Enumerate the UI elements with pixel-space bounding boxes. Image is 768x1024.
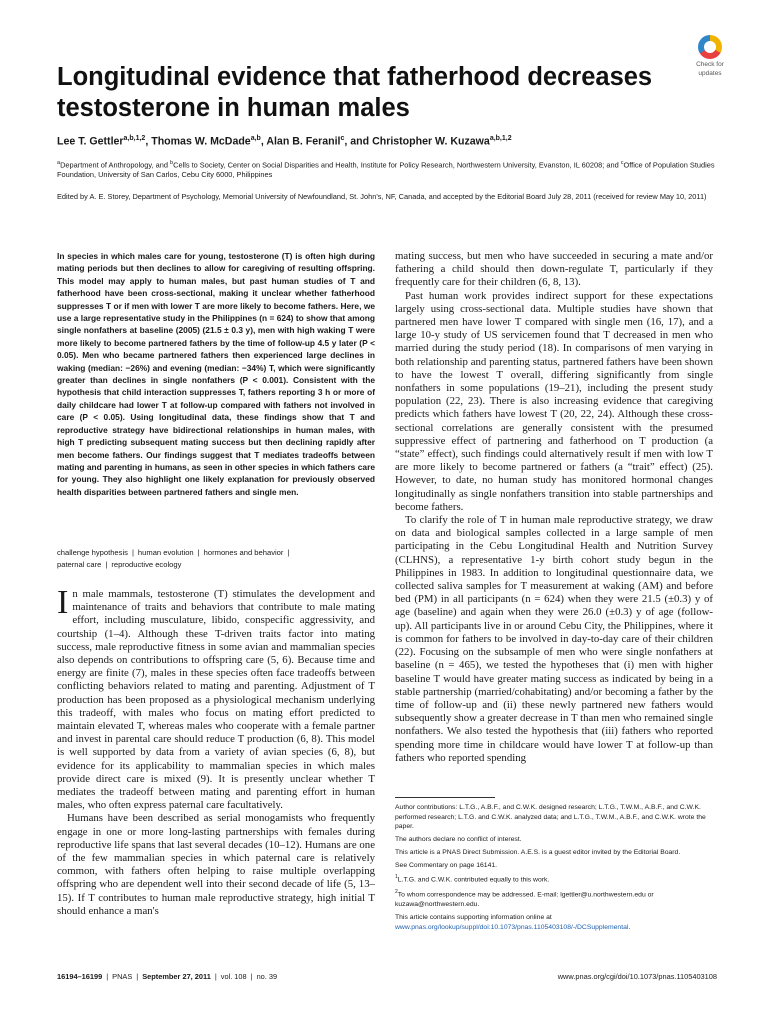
keyword: human evolution — [137, 548, 194, 557]
page-range: 16194–16199 — [57, 972, 103, 981]
body-paragraph: Humans have been described as serial monogamists who frequently engage in one or more long-lasting partnerships with females during reproductive life spans that last several decades (10–12). Humans are one of the few mammalian species in which paternal care is relatively common, with fathers often helping to raise multiple overlapping offspring who are dependent well into their second decade of life (5, 13–15). If T contributes to human male reproductive strategy, high initial T should enhance a man's — [57, 812, 375, 917]
supporting-info-note — [395, 913, 717, 932]
author-name: Christopher W. Kuzawa — [372, 135, 490, 148]
keyword: hormones and behavior — [203, 548, 284, 557]
footnote-text: L.T.G. and C.W.K. contributed equally to this work. — [397, 876, 550, 884]
footnote-text: . — [628, 923, 631, 931]
keyword: reproductive ecology — [111, 559, 182, 569]
keyword: paternal care — [57, 559, 102, 569]
affil-text: Office of Population Studies Foundation, University of San Carlos, Cebu City 6000, Philippines — [57, 160, 715, 180]
footnote-text: To whom correspondence may be addressed. E-mail: lgettler@u.northwestern.edu or kuzawa@northwestern.edu. — [395, 891, 654, 909]
commentary-note: See Commentary on page 16141. — [395, 861, 498, 869]
footnote-mark: 1 — [395, 874, 398, 881]
author-affil-mark: a,b,1,2 — [489, 135, 512, 142]
conflict-statement: The authors declare no conflict of interest. — [395, 835, 522, 843]
article-title: Longitudinal evidence that fatherhood decreases testosterone in human males — [57, 63, 653, 122]
author-name: Alan B. Feranil — [266, 135, 341, 148]
volume: vol. 108 — [220, 972, 247, 981]
author-name: Thomas W. McDade — [151, 135, 251, 148]
abstract-text: In species in which males care for young, testosterone (T) is often high during mating periods but then declines to allow for caregiving of resulting offspring. This model may apply to human males, but past human studies of T and fatherhood have been cross-sectional, making it unclear whether fatherhood suppresses T or if men with lower T are more likely to become fathers. Here, we use a large representative study in the Philippines (n = 624) to show that among single nonfathers at baseline (2005) (21.5 ± 0.3 y), men with high waking T were more likely to become partnered fathers by the time of follow-up 4.5 y later (P < 0.05). Men who became partnered fathers then experienced large declines in waking (median: −26%) and evening (median: −34%) T, which were significantly greater than declines in single nonfathers (P < 0.001). Consistent with the hypothesis that child interaction suppresses T, fathers reporting 3 h or more of daily childcare had lower T at follow-up compared with fathers not involved in care (P < 0.05). Using longitudinal data, these findings show that T and reproductive strategy have bidirectional relationships in human males, with high T predicting subsequent mating success but then declining rapidly after men become fathers. Our findings suggest that T mediates tradeoffs between mating and parenting in humans, as seen in other species in which fathers care for young. They also highlight one likely explanation for previously observed health disparities between partnered fathers and single men. — [57, 251, 375, 497]
keyword: challenge hypothesis — [57, 548, 128, 557]
body-paragraph: Past human work provides indirect support for these expectations largely using cross-sectional data. Multiple studies have shown that partnered men have lower T compared with single men (16, 17), and a large 10-y study of US servicemen found that T decreased in men who married during the study period (18). In comparisons of men varying in both relationship and parenting status, partnered fathers have been shown to have the lowest T overall, differing significantly from single nonfathers in some populations (19–21), including the present study population (22, 23). There is also increasing evidence that caregiving predicts which fathers have lowest T (20, 22, 24). Although these cross-sectional correlations are generally consistent with the presumed suppressive effect of partnering and fatherhood on T production (a “state” effect), such findings could alternatively result if men with low T are more likely to become partnered or fathers (a “trait” effect) (25). However, to date, no human study has monitored hormonal changes longitudinally as single nonfathers transition into stable partnerships and become fathers. — [395, 289, 713, 513]
footer-citation: 16194–16199 | PNAS | September 27, 2011 | vol. 108 | no. 39 — [57, 972, 278, 981]
issue-date: September 27, 2011 — [142, 972, 211, 981]
body-left-column — [57, 584, 375, 918]
affil-text: Cells to Society, Center on Social Disparities and Health, Institute for Policy Research, Northwestern University, Evanston, IL 60208; and — [173, 160, 621, 170]
body-paragraph: To clarify the role of T in human male reproductive strategy, we draw on data and biological samples collected in a large sample of men participating in the Cebu Longitudinal Health and Nutrition Survey (CLHNS), a representative 1-y birth cohort study begun in the Philippines in 1983. In addition to longitudinal questionnaire data, we collected saliva samples for T measurement at waking (AM) and before bed (PM) in all participants (n = 624) when they were 21.5 (±0.3) y of age (baseline) and again when they were 26.0 (±0.3) y of age (follow-up). All participants live in or around Cebu City, the Philippines, where it is common for fathers to be involved in day-to-day care of their children (22). Focusing on the subsample of men who were single nonfathers at baseline (n = 465), we tested the hypotheses that (i) men with higher baseline T would have greater mating success as indicated by being in a stable partnership (married/cohabitating) and/or becoming a father by the time of follow-up and (ii) these newly partnered new fathers would subsequently show a greater decrease in T than men who remained single nonfathers. We also tested the hypothesis that (iii) fathers who reported spending more time in childcare would have lower T at follow-up than fathers who reported spending — [395, 514, 713, 764]
affil-mark: b — [170, 160, 174, 166]
affiliations — [57, 158, 717, 180]
supplemental-link[interactable]: www.pnas.org/lookup/suppl/doi:10.1073/pnas.1105403108/-/DCSupplemental — [395, 923, 629, 931]
footnote-mark: 2 — [395, 889, 398, 896]
footnote-divider — [395, 797, 495, 798]
doi-url[interactable]: www.pnas.org/cgi/doi/10.1073/pnas.1105403108 — [557, 972, 717, 981]
body-paragraph — [57, 584, 375, 812]
check-updates-icon — [698, 35, 722, 59]
badge-line-1: Check for — [696, 61, 724, 68]
author-affil-mark: a,b — [250, 135, 261, 142]
author-name: Lee T. Gettler — [57, 135, 124, 148]
author-contributions: Author contributions: L.T.G., A.B.F., and C.W.K. designed research; L.T.G., T.W.M., A.B.F., and C.W.K. performed research; L.T.G. and C.W.K. analyzed data; and L.T.G., T.W.M., A.B.F., and C.W.K. wrote the paper. — [395, 804, 706, 831]
journal-name: PNAS — [112, 972, 133, 981]
body-paragraph: mating success, but men who have succeeded in securing a mate and/or fathering a child should then down-regulate T, particularly if they frequently care for their children (6, 8, 13). — [395, 250, 713, 289]
footnote-text: This article contains supporting information online at — [395, 914, 552, 921]
affil-text: Department of Anthropology, and — [60, 160, 171, 170]
footnotes — [395, 803, 717, 935]
correspondence-note — [395, 888, 717, 909]
drop-cap: I — [57, 584, 69, 621]
editor-note: Edited by A. E. Storey, Department of Psychology, Memorial University of Newfoundland, St. John's, NF, Canada, and accepted by the Editorial Board July 28, 2011 (received for review May 10, 2011) — [57, 192, 707, 201]
author-list: Lee T. Gettler$^{a,b,1,2}$, Thomas W. McDade$^{a,b}$, Alan B. Feranil$^c$, and Christopher W. Kuzawa$^{a,b,1,2}$ — [57, 135, 512, 148]
equal-contribution-note — [395, 873, 717, 885]
issue-number: no. 39 — [256, 972, 278, 981]
author-affil-mark: a,b,1,2 — [123, 135, 146, 142]
paragraph-text: n male mammals, testosterone (T) stimulates the development and maintenance of traits and behaviors that contribute to male mating effort, including musculature, libido, conspecific aggressivity, and courtship (1–4). Although these T-driven traits factor into mating success, male reproductive fitness in some avian and mammalian species also depends on contributions to offspring care (5, 6). Because time and energy are finite (7), males in these species often face tradeoffs between conflicting behaviors related to mating and parenting. Adjustment of T production has been proposed as a physiological mechanism underlying this tradeoff, with males who focus on mating effort predicted to maintain elevated T, whereas males who cooperate with a female partner and invest in parental care should reduce T production (6, 8). This model is well supported by data from a variety of avian species (6, 8), but evidence for its applicability to mammalian species in which males provide direct care is mixed (9). It is presently unclear whether T mediates the tradeoff between mating and parenting effort in human males, who often express paternal care facultatively. — [57, 588, 375, 812]
affil-mark: c — [620, 160, 624, 166]
badge-line-2: updates — [698, 70, 722, 77]
keywords: challenge hypothesis | human evolution | hormones and behavior | paternal care | reproductive ecology — [57, 548, 290, 569]
abstract — [57, 250, 375, 498]
affil-mark: a — [57, 160, 61, 166]
submission-note: This article is a PNAS Direct Submission. A.E.S. is a guest editor invited by the Editorial Board. — [395, 848, 681, 856]
body-right-column — [395, 250, 713, 765]
author-affil-mark: c — [340, 135, 345, 142]
journal-sidebar-watermark — [0, 95, 30, 655]
